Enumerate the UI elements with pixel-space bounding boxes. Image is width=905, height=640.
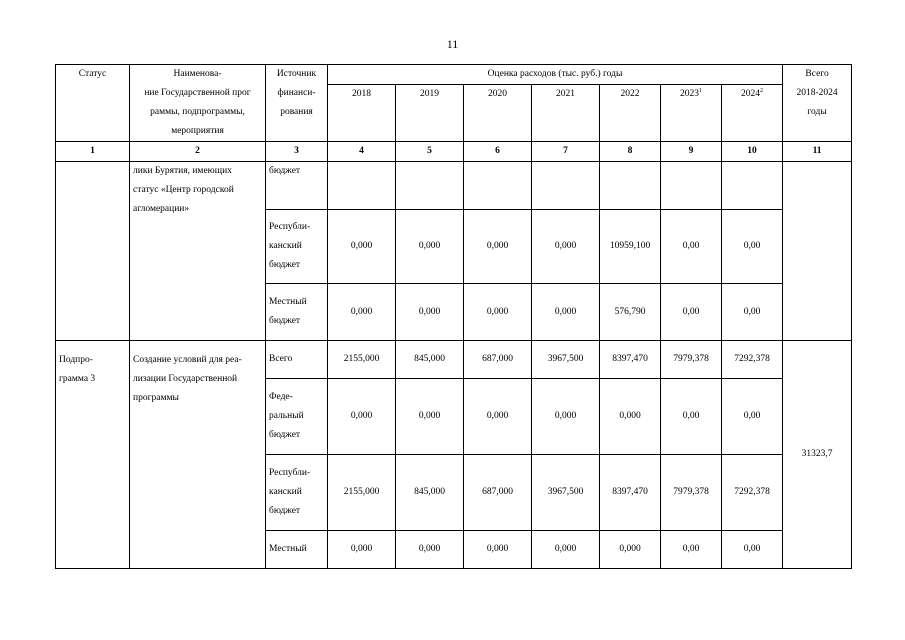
table-row [56, 162, 852, 210]
funding-source: Республи- канский бюджет [266, 210, 328, 284]
header-name-line: Наименова- [173, 69, 222, 79]
header-total-line: годы [807, 107, 827, 117]
funding-source: Местный [266, 531, 328, 569]
value-cell: 0,00 [661, 379, 722, 455]
value-cell: 7979,378 [661, 341, 722, 379]
value-cell: 2155,000 [328, 455, 396, 531]
value-cell: 0,000 [464, 284, 532, 341]
status-line: Подпро- [59, 355, 93, 365]
value-cell: 0,000 [532, 531, 600, 569]
funding-source: Республи- канский бюджет [266, 455, 328, 531]
header-estimate: Оценка расходов (тыс. руб.) годы [328, 65, 783, 85]
value-cell: 0,000 [328, 210, 396, 284]
value-cell [661, 162, 722, 210]
status-line: грамма 3 [59, 374, 96, 384]
total-cell: 31323,7 [783, 341, 852, 569]
value-cell: 0,000 [532, 284, 600, 341]
value-cell: 2155,000 [328, 341, 396, 379]
value-cell: 0,000 [600, 531, 661, 569]
program-name-line: статус «Центр городской [133, 185, 234, 195]
column-number: 3 [266, 142, 328, 162]
value-cell: 3967,500 [532, 455, 600, 531]
value-cell: 0,00 [722, 284, 783, 341]
funding-source: Феде- ральный бюджет [266, 379, 328, 455]
header-source-line: Источник [276, 69, 317, 79]
program-name-line: агломерации» [133, 204, 190, 214]
value-cell: 0,000 [328, 531, 396, 569]
column-number: 2 [130, 142, 266, 162]
value-cell [600, 162, 661, 210]
value-cell: 0,000 [532, 210, 600, 284]
program-name-line: программы [133, 393, 179, 403]
header-name-line: мероприятия [171, 126, 224, 136]
status-cell [56, 162, 130, 341]
value-cell: 576,790 [600, 284, 661, 341]
program-name-cell [130, 162, 266, 341]
value-cell: 0,000 [396, 531, 464, 569]
header-total-line: 2018-2024 [796, 88, 838, 98]
value-cell: 0,000 [532, 379, 600, 455]
status-cell [56, 341, 130, 569]
value-cell: 0,000 [464, 379, 532, 455]
value-cell: 8397,470 [600, 455, 661, 531]
funding-source: Местный бюджет [266, 284, 328, 341]
column-number: 1 [56, 142, 130, 162]
value-cell: 687,000 [464, 341, 532, 379]
table-row [56, 341, 852, 379]
budget-table [55, 64, 852, 569]
value-cell: 0,000 [464, 210, 532, 284]
value-cell: 0,000 [396, 379, 464, 455]
column-number: 7 [532, 142, 600, 162]
value-cell [396, 162, 464, 210]
value-cell: 0,000 [396, 210, 464, 284]
value-cell: 0,000 [396, 284, 464, 341]
value-cell: 8397,470 [600, 341, 661, 379]
value-cell: 7292,378 [722, 341, 783, 379]
header-year: 2023$^1$ [661, 85, 722, 142]
value-cell [328, 162, 396, 210]
header-year: 2018 [328, 85, 396, 142]
value-cell: 0,00 [722, 210, 783, 284]
value-cell [722, 162, 783, 210]
value-cell: 0,00 [722, 379, 783, 455]
column-number: 9 [661, 142, 722, 162]
column-number-row [56, 142, 852, 162]
value-cell: 845,000 [396, 455, 464, 531]
header-year: 2024$^2$ [722, 85, 783, 142]
value-cell: 0,00 [661, 531, 722, 569]
value-cell: 0,000 [464, 531, 532, 569]
value-cell: 0,00 [661, 284, 722, 341]
header-total [783, 65, 852, 142]
value-cell: 0,000 [328, 379, 396, 455]
value-cell: 687,000 [464, 455, 532, 531]
value-cell: 0,00 [661, 210, 722, 284]
value-cell [464, 162, 532, 210]
column-number: 6 [464, 142, 532, 162]
header-source-line: финанси- [277, 88, 316, 98]
column-number: 8 [600, 142, 661, 162]
value-cell: 10959,100 [600, 210, 661, 284]
program-name-line: лизации Государственной [133, 374, 238, 384]
program-name-line: Создание условий для реа- [133, 355, 242, 365]
header-source-line: рования [280, 107, 313, 117]
header-source [266, 65, 328, 142]
value-cell: 7979,378 [661, 455, 722, 531]
value-cell: 0,000 [600, 379, 661, 455]
total-cell [783, 162, 852, 341]
value-cell: 0,000 [328, 284, 396, 341]
header-year: 2021 [532, 85, 600, 142]
header-status: Статус [56, 65, 130, 142]
value-cell [532, 162, 600, 210]
header-year: 2020 [464, 85, 532, 142]
column-number: 5 [396, 142, 464, 162]
header-year: 2022 [600, 85, 661, 142]
value-cell: 7292,378 [722, 455, 783, 531]
page-number: 11 [446, 37, 459, 51]
column-number: 10 [722, 142, 783, 162]
column-number: 4 [328, 142, 396, 162]
header-year: 2019 [396, 85, 464, 142]
funding-source: бюджет [266, 162, 328, 210]
program-name-line: лики Бурятия, имеющих [133, 166, 232, 176]
header-total-line: Всего [805, 69, 829, 79]
value-cell: 3967,500 [532, 341, 600, 379]
header-name [130, 65, 266, 142]
column-number: 11 [783, 142, 852, 162]
header-name-line: ние Государственной прог [144, 88, 251, 98]
value-cell: 845,000 [396, 341, 464, 379]
funding-source: Всего [266, 341, 328, 379]
value-cell: 0,00 [722, 531, 783, 569]
header-name-line: раммы, подпрограммы, [150, 107, 245, 117]
program-name-cell [130, 341, 266, 569]
